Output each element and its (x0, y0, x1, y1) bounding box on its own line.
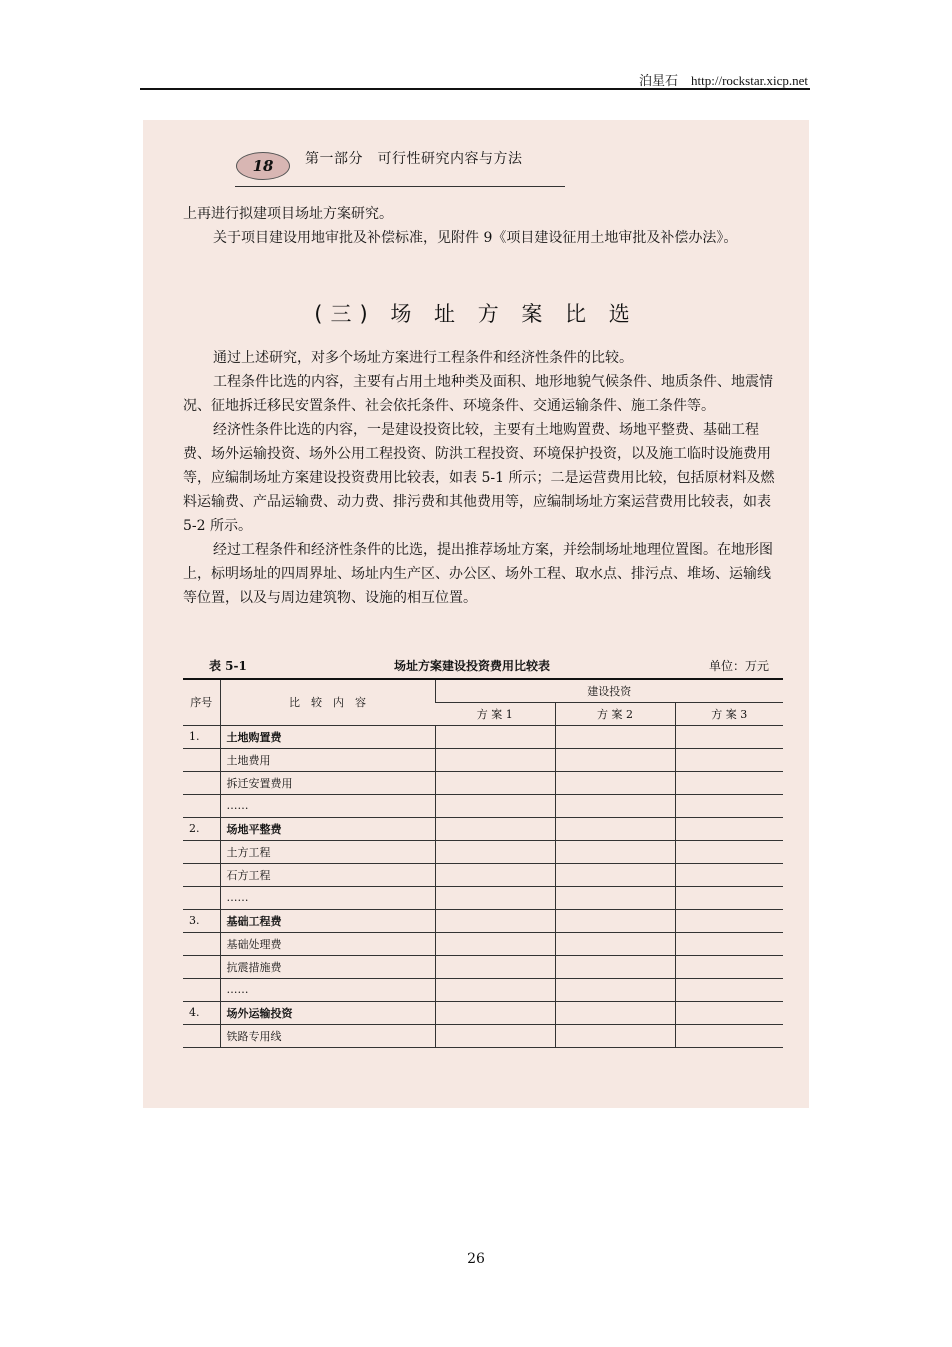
header-group: 建设投资 (435, 679, 783, 702)
row-plan-1-cell (435, 771, 555, 794)
row-plan-3-cell (675, 909, 783, 932)
row-content: …… (220, 794, 435, 817)
section-title: (三) 场 址 方 案 比 选 (314, 302, 638, 326)
page-badge: 18 (236, 152, 290, 180)
row-seq (183, 1024, 220, 1047)
scanned-page (143, 120, 809, 1108)
row-content: 基础处理费 (220, 932, 435, 955)
table-body (183, 725, 783, 1047)
row-seq (183, 748, 220, 771)
running-title: 第一部分 可行性研究内容与方法 (305, 151, 523, 167)
row-plan-1-cell (435, 1001, 555, 1024)
row-plan-1-cell (435, 886, 555, 909)
paragraph: 上再进行拟建项目场址方案研究。 (183, 206, 393, 222)
table-row (183, 1024, 783, 1047)
row-plan-1-cell (435, 863, 555, 886)
row-seq (183, 794, 220, 817)
row-plan-1-cell (435, 1024, 555, 1047)
row-plan-2-cell (555, 725, 675, 748)
header-plan-3: 方 案 3 (675, 702, 783, 725)
row-plan-3-cell (675, 863, 783, 886)
row-content: 石方工程 (220, 863, 435, 886)
paragraph: 关于项目建设用地审批及补偿标准，见附件 9《项目建设征用土地审批及补偿办法》。 (213, 230, 738, 246)
row-plan-3-cell (675, 955, 783, 978)
table-row (183, 886, 783, 909)
row-content: 场外运输投资 (220, 1001, 435, 1024)
table-row (183, 771, 783, 794)
row-seq (183, 771, 220, 794)
table-row (183, 932, 783, 955)
page-number: 26 (467, 1251, 485, 1267)
paragraph: 通过上述研究，对多个场址方案进行工程条件和经济性条件的比较。 (213, 350, 633, 366)
row-seq (183, 863, 220, 886)
row-plan-3-cell (675, 840, 783, 863)
table-unit: 单位：万元 (708, 659, 769, 673)
row-seq: 4. (183, 1001, 220, 1024)
row-plan-2-cell (555, 794, 675, 817)
table-row (183, 725, 783, 748)
row-plan-3-cell (675, 794, 783, 817)
site-header (140, 68, 810, 90)
body-text (183, 346, 783, 610)
row-plan-3-cell (675, 748, 783, 771)
row-plan-1-cell (435, 955, 555, 978)
header-content: 比 较 内 容 (220, 679, 435, 725)
table-row (183, 955, 783, 978)
row-content: 基础工程费 (220, 909, 435, 932)
table-number: 表 5-1 (209, 659, 247, 673)
table-title: 场址方案建设投资费用比较表 (394, 659, 551, 673)
row-seq: 3. (183, 909, 220, 932)
header-plan-2: 方 案 2 (555, 702, 675, 725)
table-row (183, 863, 783, 886)
row-plan-1-cell (435, 748, 555, 771)
row-plan-1-cell (435, 794, 555, 817)
row-seq: 1. (183, 725, 220, 748)
table-row (183, 794, 783, 817)
table-caption (209, 657, 769, 675)
row-plan-2-cell (555, 863, 675, 886)
row-plan-2-cell (555, 748, 675, 771)
row-seq: 2. (183, 817, 220, 840)
row-plan-2-cell (555, 840, 675, 863)
row-content: 土方工程 (220, 840, 435, 863)
row-plan-1-cell (435, 978, 555, 1001)
row-seq (183, 840, 220, 863)
row-content: 拆迁安置费用 (220, 771, 435, 794)
row-plan-3-cell (675, 886, 783, 909)
row-seq (183, 886, 220, 909)
table-row (183, 1001, 783, 1024)
row-plan-2-cell (555, 771, 675, 794)
row-plan-2-cell (555, 1001, 675, 1024)
row-plan-1-cell (435, 909, 555, 932)
row-content: …… (220, 978, 435, 1001)
row-plan-3-cell (675, 817, 783, 840)
row-content: 场地平整费 (220, 817, 435, 840)
row-plan-3-cell (675, 1001, 783, 1024)
row-content: 抗震措施费 (220, 955, 435, 978)
row-content: 铁路专用线 (220, 1024, 435, 1047)
table-row (183, 748, 783, 771)
row-plan-1-cell (435, 932, 555, 955)
row-seq (183, 978, 220, 1001)
header-seq: 序号 (183, 679, 220, 725)
row-seq (183, 932, 220, 955)
row-seq (183, 955, 220, 978)
row-plan-3-cell (675, 1024, 783, 1047)
row-plan-3-cell (675, 932, 783, 955)
intro-text (183, 202, 783, 250)
paragraph: 工程条件比选的内容，主要有占用土地种类及面积、地形地貌气候条件、地质条件、地震情况、征地拆迁移民安置条件、社会依托条件、环境条件、交通运输条件、施工条件等。 (183, 374, 773, 414)
row-content: …… (220, 886, 435, 909)
row-plan-2-cell (555, 909, 675, 932)
row-plan-1-cell (435, 817, 555, 840)
row-plan-1-cell (435, 840, 555, 863)
site-header-text: 泊星石 http://rockstar.xicp.net (639, 73, 808, 88)
row-plan-2-cell (555, 886, 675, 909)
row-plan-1-cell (435, 725, 555, 748)
table-row (183, 817, 783, 840)
table-row (183, 909, 783, 932)
row-plan-3-cell (675, 771, 783, 794)
row-plan-2-cell (555, 932, 675, 955)
table-row (183, 840, 783, 863)
paragraph: 经济性条件比选的内容，一是建设投资比较，主要有土地购置费、场地平整费、基础工程费、场外运输投资、场外公用工程投资、防洪工程投资、环境保护投资，以及施工临时设施费用等，应编制场址方案建设投资费用比较表，如表 5-1 所示；二是运营费用比较，包括原材料及燃料运输费、产品运输费、动力费、排污费和其他费用等，应编制场址方案运营费用比较表，如表 5-2 所示。 (183, 422, 775, 534)
table-row (183, 978, 783, 1001)
paragraph: 经过工程条件和经济性条件的比选，提出推荐场址方案，并绘制场址地理位置图。在地形图上，标明场址的四周界址、场址内生产区、办公区、场外工程、取水点、排污点、堆场、运输线等位置，以及与周边建筑物、设施的相互位置。 (183, 542, 773, 606)
row-plan-3-cell (675, 725, 783, 748)
header-plan-1: 方 案 1 (435, 702, 555, 725)
row-plan-3-cell (675, 978, 783, 1001)
comparison-table (183, 678, 783, 1048)
row-content: 土地费用 (220, 748, 435, 771)
row-plan-2-cell (555, 817, 675, 840)
row-plan-2-cell (555, 955, 675, 978)
row-plan-2-cell (555, 978, 675, 1001)
row-content: 土地购置费 (220, 725, 435, 748)
row-plan-2-cell (555, 1024, 675, 1047)
